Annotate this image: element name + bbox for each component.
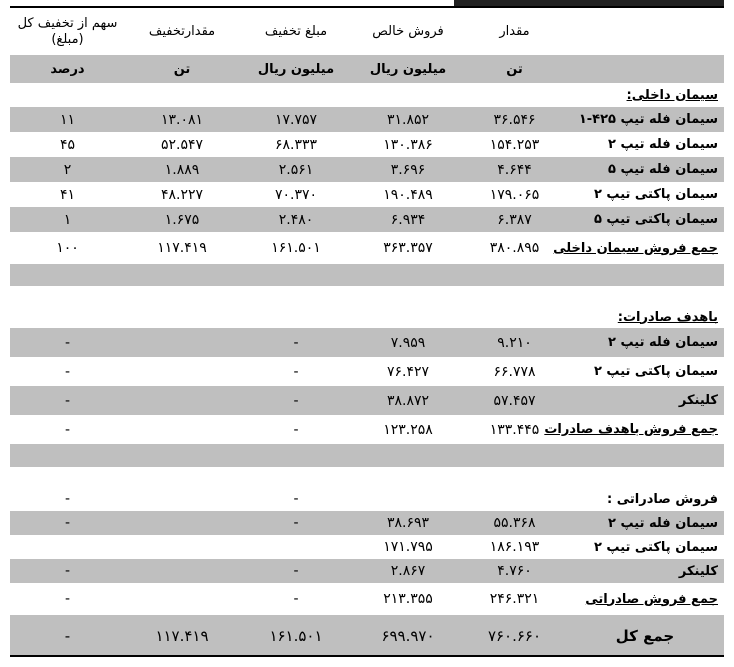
total-quantity: ۲۴۶.۳۲۱ xyxy=(489,591,540,607)
row-discount-amount: ۱۷.۷۵۷ xyxy=(274,111,318,128)
unit-discount-quantity: تن xyxy=(173,61,191,77)
table-row xyxy=(10,182,724,207)
row-discount-quantity xyxy=(125,386,239,415)
section-title-export-target: باهدف صادرات: xyxy=(617,309,718,325)
header-quantity: مقدار xyxy=(499,23,530,39)
bottom-rule xyxy=(10,655,724,657)
unit-quantity: تن xyxy=(506,61,523,77)
row-discount-share xyxy=(10,535,125,559)
header-discount-amount: مبلغ تخفیف xyxy=(264,23,328,39)
row-quantity: ۵۵.۳۶۸ xyxy=(493,515,536,531)
row-discount-quantity: ۵۲.۵۴۷ xyxy=(160,136,204,153)
row-discount-quantity: ۴۸.۲۲۷ xyxy=(160,186,204,203)
row-discount-quantity: ۱.۶۷۵ xyxy=(164,211,200,228)
table-row xyxy=(10,357,724,386)
table-row xyxy=(10,107,724,132)
units-label-cell xyxy=(566,55,724,83)
row-quantity: ۱۸۶.۱۹۳ xyxy=(489,539,540,555)
row-label: سیمان فله تیپ ۲ xyxy=(608,515,718,531)
section-title-exports: فروش صادراتی : xyxy=(607,491,718,507)
row-quantity: ۱۵۴.۲۵۳ xyxy=(489,136,540,153)
grand-total-net-sales: ۶۹۹.۹۷۰ xyxy=(381,627,435,645)
spacer-row xyxy=(10,444,724,467)
unit-net-sales: میلیون ریال xyxy=(369,61,447,77)
row-discount-amount: - xyxy=(293,392,299,409)
row-net-sales: ۳۸.۸۷۲ xyxy=(386,392,430,409)
row-label: سیمان پاکتی تیپ ۲ xyxy=(593,539,718,555)
total-discount-quantity xyxy=(125,415,239,444)
row-quantity: ۵۷.۴۵۷ xyxy=(493,392,536,409)
total-net-sales: ۳۶۳.۳۵۷ xyxy=(383,240,433,256)
grand-total-discount-quantity: ۱۱۷.۴۱۹ xyxy=(155,627,209,645)
spacer-row xyxy=(10,467,724,487)
row-discount-quantity xyxy=(125,328,239,357)
row-net-sales: ۳۸.۶۹۳ xyxy=(386,515,430,531)
table-row xyxy=(10,132,724,157)
table-row xyxy=(10,535,724,559)
row-net-sales: ۷۶.۴۲۷ xyxy=(386,363,430,380)
section-row-domestic xyxy=(10,83,724,107)
total-discount-amount: - xyxy=(293,591,299,607)
row-discount-share: ۴۵ xyxy=(59,136,76,153)
row-discount-quantity: ۱.۸۸۹ xyxy=(164,161,200,178)
header-row xyxy=(10,8,724,55)
grand-total-label: جمع کل xyxy=(615,627,675,645)
row-discount-amount: - xyxy=(293,515,299,531)
row-label: سیمان پاکتی تیپ ۲ xyxy=(593,187,718,202)
total-label: جمع فروش صادراتی xyxy=(585,591,718,607)
row-discount-quantity xyxy=(125,559,239,583)
total-discount-amount: ۱۶۱.۵۰۱ xyxy=(271,240,321,256)
row-discount-amount: ۲.۴۸۰ xyxy=(278,211,314,228)
row-net-sales: ۲.۸۶۷ xyxy=(390,563,426,579)
row-label: سیمان فله تیپ ۵ xyxy=(608,162,718,177)
table-row xyxy=(10,328,724,357)
grand-total-discount-amount: ۱۶۱.۵۰۱ xyxy=(269,627,323,645)
row-discount-amount: - xyxy=(293,334,299,351)
row-quantity: ۶.۳۸۷ xyxy=(497,211,532,228)
header-label-cell xyxy=(566,8,724,55)
section-discount-share: - xyxy=(64,491,71,507)
row-discount-amount: - xyxy=(293,363,299,380)
total-discount-quantity: ۱۱۷.۴۱۹ xyxy=(157,240,207,256)
total-discount-amount: - xyxy=(293,421,299,438)
row-discount-amount: ۲.۵۶۱ xyxy=(278,161,314,178)
row-discount-quantity xyxy=(125,535,239,559)
table-row xyxy=(10,207,724,232)
spacer-row xyxy=(10,286,724,306)
total-quantity: ۳۸۰.۸۹۵ xyxy=(489,240,540,256)
row-discount-share: ۲ xyxy=(63,161,72,178)
sales-table xyxy=(10,8,724,657)
total-label: جمع فروش باهدف صادرات xyxy=(544,422,718,437)
table-row xyxy=(10,157,724,182)
row-net-sales: ۷.۹۵۹ xyxy=(390,334,426,351)
total-discount-quantity xyxy=(125,583,239,615)
table-row xyxy=(10,386,724,415)
row-label: سیمان فله تیپ ۴۲۵-۱ xyxy=(578,112,718,127)
header-discount-quantity: مقدارتخفیف xyxy=(148,23,216,39)
total-discount-share: - xyxy=(64,421,71,438)
row-quantity: ۶۶.۷۷۸ xyxy=(493,363,536,380)
total-row-domestic xyxy=(10,232,724,264)
header-discount-share: سهم از تخفیف کل (مبلغ) xyxy=(17,15,118,47)
unit-discount-amount: میلیون ریال xyxy=(257,61,335,77)
row-discount-share: - xyxy=(64,392,71,409)
row-net-sales: ۶.۹۳۴ xyxy=(390,211,426,228)
grand-total-row xyxy=(10,615,724,657)
row-discount-share: - xyxy=(64,563,71,579)
total-label: جمع فروش سیمان داخلی xyxy=(553,240,718,256)
row-net-sales: ۳.۶۹۶ xyxy=(390,161,426,178)
row-label: سیمان پاکتی تیپ ۵ xyxy=(593,212,718,227)
total-net-sales: ۲۱۳.۳۵۵ xyxy=(383,591,433,607)
row-label: سیمان فله تیپ ۲ xyxy=(608,137,718,152)
row-discount-quantity: ۱۳.۰۸۱ xyxy=(160,111,204,128)
total-quantity: ۱۳۳.۴۴۵ xyxy=(489,421,540,438)
total-row-exports xyxy=(10,583,724,615)
row-discount-share: ۱۱ xyxy=(59,111,76,128)
total-net-sales: ۱۲۳.۲۵۸ xyxy=(383,421,433,438)
row-label: کلینکر xyxy=(678,393,718,408)
row-net-sales: ۱۷۱.۷۹۵ xyxy=(383,539,433,555)
row-discount-amount: - xyxy=(293,563,299,579)
section-row-exports xyxy=(10,487,724,511)
row-discount-share: - xyxy=(64,515,71,531)
row-quantity: ۹.۲۱۰ xyxy=(497,334,532,351)
unit-discount-share: درصد xyxy=(50,61,85,77)
section-row-export-target xyxy=(10,306,724,328)
units-row xyxy=(10,55,724,83)
row-label: کلینکر xyxy=(678,563,718,579)
row-quantity: ۳۶.۵۴۶ xyxy=(493,111,536,128)
row-discount-amount xyxy=(239,535,353,559)
row-net-sales: ۱۳۰.۳۸۶ xyxy=(383,136,433,153)
grand-total-quantity: ۷۶۰.۶۶۰ xyxy=(487,627,542,645)
row-net-sales: ۳۱.۸۵۲ xyxy=(386,111,430,128)
row-discount-share: - xyxy=(64,363,71,380)
row-quantity: ۴.۶۴۴ xyxy=(497,161,532,178)
header-net-sales: فروش خالص xyxy=(372,23,444,39)
total-row-export-target xyxy=(10,415,724,444)
table-row xyxy=(10,559,724,583)
row-discount-amount: ۷۰.۳۷۰ xyxy=(274,186,318,203)
row-discount-amount: ۶۸.۳۳۳ xyxy=(274,136,318,153)
row-quantity: ۴.۷۶۰ xyxy=(497,563,532,579)
table-row xyxy=(10,511,724,535)
section-discount-amount: - xyxy=(293,491,299,507)
grand-total-discount-share: - xyxy=(64,627,71,645)
row-discount-quantity xyxy=(125,511,239,535)
row-label: سیمان فله تیپ ۲ xyxy=(608,335,718,350)
total-discount-share: ۱۰۰ xyxy=(56,240,79,256)
spacer-row xyxy=(10,264,724,286)
row-discount-share: ۱ xyxy=(63,211,72,228)
total-discount-share: - xyxy=(64,591,71,607)
row-discount-quantity xyxy=(125,357,239,386)
section-title-domestic: سیمان داخلی: xyxy=(626,87,718,103)
row-label: سیمان پاکتی تیپ ۲ xyxy=(593,364,718,379)
row-net-sales: ۱۹۰.۴۸۹ xyxy=(383,186,433,203)
row-discount-share: - xyxy=(64,334,71,351)
row-discount-share: ۴۱ xyxy=(59,186,76,203)
row-quantity: ۱۷۹.۰۶۵ xyxy=(489,186,540,203)
